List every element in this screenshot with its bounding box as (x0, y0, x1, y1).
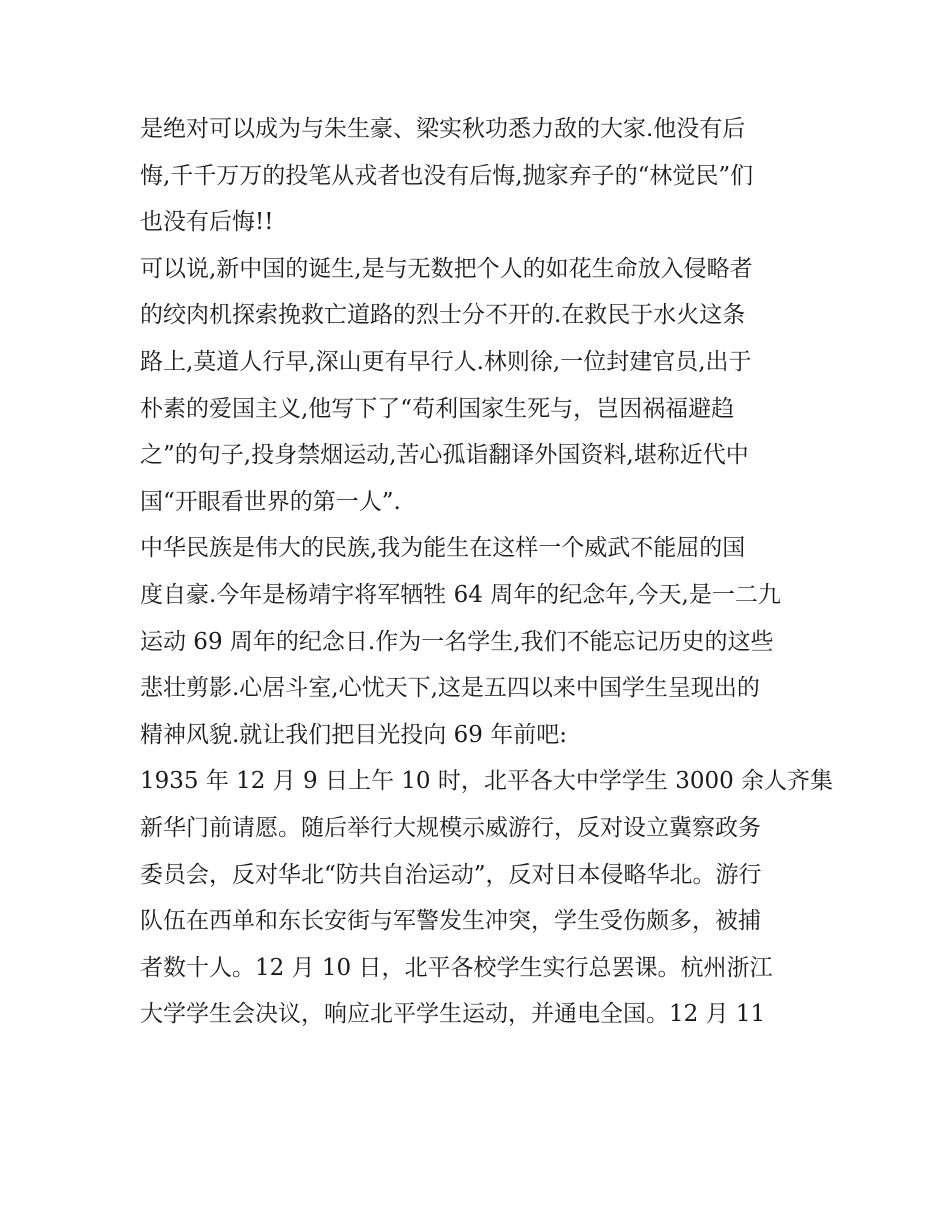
text-line: 者数十人。12 月 10 日，北平各校学生实行总罢课。杭州浙江 (140, 954, 773, 981)
text-line: 中华民族是伟大的民族,我为能生在这样一个威武不能屈的国 (140, 535, 746, 562)
text-line: 路上,莫道人行早,深山更有早行人.林则徐,一位封建官员,出于 (140, 348, 752, 375)
text-line: 是绝对可以成为与朱生豪、梁实秋功悉力敌的大家.他没有后 (140, 116, 746, 142)
text-line: 悔,千千万万的投笔从戎者也没有后悔,抛家弃子的“林觉民”们 (140, 162, 754, 189)
text-line: 的绞肉机探索挽救亡道路的烈士分不开的.在救民于水火这条 (140, 302, 746, 329)
text-line: 朴素的爱国主义,他写下了“苟利国家生死与，岂因祸福避趋 (140, 395, 735, 422)
text-line: 之”的句子,投身禁烟运动,苦心孤诣翻译外国资料,堪称近代中 (140, 442, 749, 469)
text-line: 也没有后悔!! (140, 209, 274, 236)
text-line: 队伍在西单和东长安街与军警发生冲突，学生受伤颇多，被捕 (140, 908, 761, 935)
text-line: 国“开眼看世界的第一人”. (140, 488, 401, 515)
text-line: 悲壮剪影.心居斗室,心忧天下,这是五四以来中国学生呈现出的 (140, 675, 760, 702)
text-line: 运动 69 周年的纪念日.作为一名学生,我们不能忘记历史的这些 (140, 628, 774, 655)
text-line: 1935 年 12 月 9 日上午 10 时，北平各大中学学生 3000 余人齐集 (140, 768, 834, 795)
text-line: 委员会，反对华北“防共自治运动”，反对日本侵略华北。游行 (140, 861, 762, 888)
text-line: 精神风貌.就让我们把目光投向 69 年前吧: (140, 721, 567, 748)
text-line: 新华门前请愿。随后举行大规模示威游行，反对设立冀察政务 (140, 814, 761, 841)
text-line: 可以说,新中国的诞生,是与无数把个人的如花生命放入侵略者 (140, 255, 753, 282)
body-text (140, 106, 834, 1038)
text-line: 度自豪.今年是杨靖宇将军牺牲 64 周年的纪念年,今天,是一二九 (140, 581, 781, 608)
text-line: 大学学生会决议，响应北平学生运动，并通电全国。12 月 11 (140, 1001, 766, 1028)
